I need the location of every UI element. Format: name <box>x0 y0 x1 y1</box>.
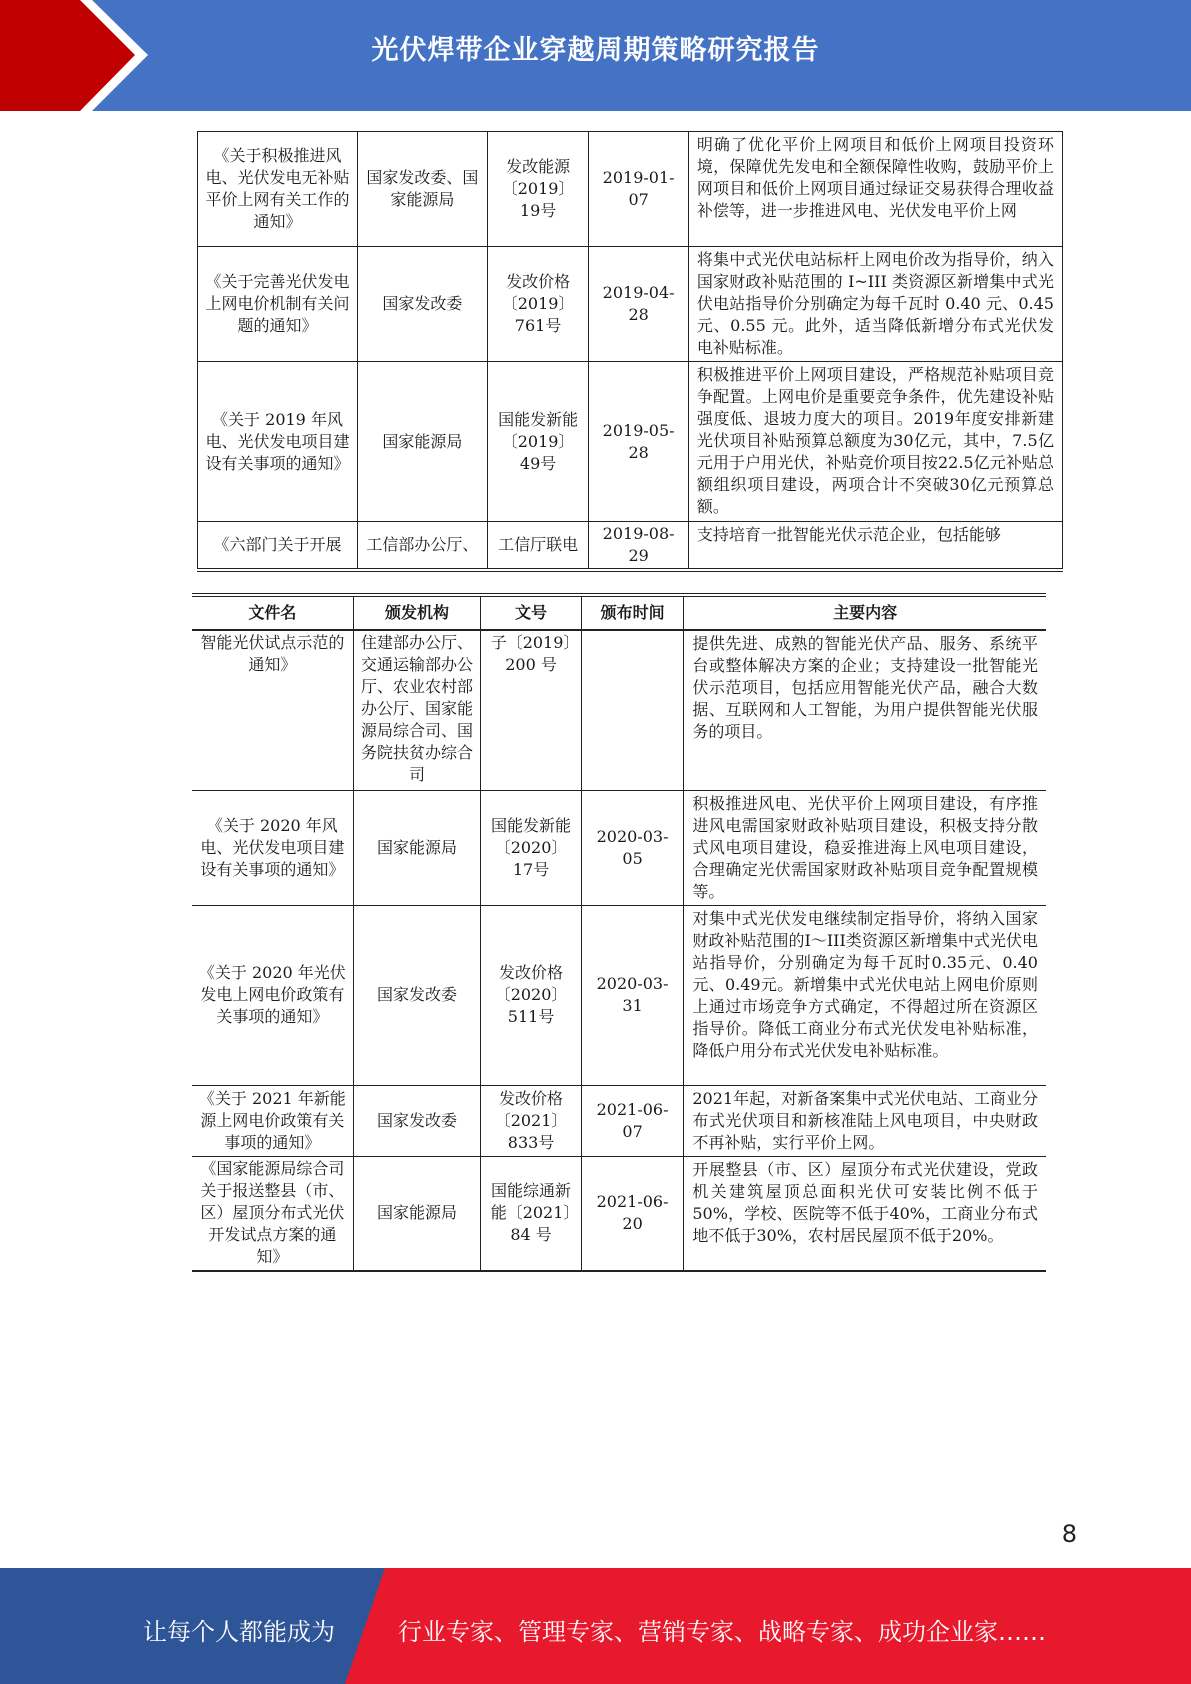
content-cell: 支持培育一批智能光伏示范企业，包括能够 <box>688 522 1062 571</box>
date-cell: 2019-08-29 <box>589 522 688 571</box>
header-date: 颁布时间 <box>581 595 684 630</box>
date-cell: 2021-06-07 <box>581 1085 684 1156</box>
date-cell: 2019-04-28 <box>589 247 688 362</box>
content-cell: 开展整县（市、区）屋顶分布式光伏建设，党政机关建筑屋顶总面积光伏可安装比例不低于50%，学校、医院等不低于40%，工商业分布式地不低于30%，农村居民屋顶不低于20%。 <box>684 1156 1046 1271</box>
page-header <box>0 0 1191 111</box>
header-agency: 颁发机构 <box>353 595 481 630</box>
agency-cell: 国家发改委、国家能源局 <box>358 132 488 247</box>
date-cell <box>581 630 684 790</box>
doc-number-cell: 国能发新能〔2019〕49号 <box>487 362 589 522</box>
doc-name-cell: 《关于 2020 年光伏发电上网电价政策有关事项的通知》 <box>192 905 353 1085</box>
policy-table-continued <box>197 131 1063 572</box>
table-row <box>198 362 1063 522</box>
table-row <box>192 905 1046 1085</box>
table-row <box>198 522 1063 571</box>
date-cell: 2020-03-31 <box>581 905 684 1085</box>
doc-number-cell: 发改价格〔2020〕511号 <box>481 905 581 1085</box>
agency-cell: 住建部办公厅、交通运输部办公厅、农业农村部办公厅、国家能源局综合司、国务院扶贫办综合司 <box>353 630 481 790</box>
content-cell: 提供先进、成熟的智能光伏产品、服务、系统平台或整体解决方案的企业；支持建设一批智能光伏示范项目，包括应用智能光伏产品，融合大数据、互联网和人工智能，为用户提供智能光伏服务的项目。 <box>684 630 1046 790</box>
doc-number-cell: 发改价格〔2019〕761号 <box>487 247 589 362</box>
table-header-row <box>192 595 1046 630</box>
date-cell: 2020-03-05 <box>581 790 684 905</box>
content-cell: 积极推进风电、光伏平价上网项目建设，有序推进风电需国家财政补贴项目建设，积极支持分散式风电项目建设，稳妥推进海上风电项目建设，合理确定光伏需国家财政补贴项目竞争配置规模等。 <box>684 790 1046 905</box>
table-row <box>192 1085 1046 1156</box>
report-title: 光伏焊带企业穿越周期策略研究报告 <box>371 35 820 66</box>
doc-name-cell: 《关于完善光伏发电上网电价机制有关问题的通知》 <box>198 247 358 362</box>
doc-number-cell: 发改价格〔2021〕833号 <box>481 1085 581 1156</box>
footer-slogan-right: 行业专家、管理专家、营销专家、战略专家、成功企业家…… <box>398 1618 1046 1646</box>
doc-number-cell: 工信厅联电 <box>487 522 589 571</box>
page-number: 8 <box>1061 1520 1077 1548</box>
agency-cell: 国家能源局 <box>358 362 488 522</box>
agency-cell: 工信部办公厅、 <box>358 522 488 571</box>
agency-cell: 国家发改委 <box>353 1085 481 1156</box>
doc-number-cell: 子〔2019〕200 号 <box>481 630 581 790</box>
table-row <box>198 132 1063 247</box>
doc-name-cell: 《国家能源局综合司关于报送整县（市、区）屋顶分布式光伏开发试点方案的通知》 <box>192 1156 353 1271</box>
content-cell: 将集中式光伏电站标杆上网电价改为指导价，纳入国家财政补贴范围的 I~III 类资源区新增集中式光伏电站指导价分别确定为每千瓦时 0.40 元、0.45 元、0.55 元。此外，适当降低新增分布式光伏发电补贴标准。 <box>688 247 1062 362</box>
doc-name-cell: 《关于 2021 年新能源上网电价政策有关事项的通知》 <box>192 1085 353 1156</box>
policy-table <box>192 593 1046 1272</box>
footer-slogan-left: 让每个人都能成为 <box>143 1618 335 1646</box>
agency-cell: 国家能源局 <box>353 790 481 905</box>
table-row <box>192 1156 1046 1271</box>
doc-name-cell: 《关于 2019 年风电、光伏发电项目建设有关事项的通知》 <box>198 362 358 522</box>
agency-cell: 国家发改委 <box>353 905 481 1085</box>
doc-number-cell: 发改能源〔2019〕19号 <box>487 132 589 247</box>
header-doc-name: 文件名 <box>192 595 353 630</box>
date-cell: 2019-05-28 <box>589 362 688 522</box>
doc-name-cell: 《关于 2020 年风电、光伏发电项目建设有关事项的通知》 <box>192 790 353 905</box>
content-cell: 明确了优化平价上网项目和低价上网项目投资环境，保障优先发电和全额保障性收购，鼓励平价上网项目和低价上网项目通过绿证交易获得合理收益补偿等，进一步推进风电、光伏发电平价上网 <box>688 132 1062 247</box>
agency-cell: 国家能源局 <box>353 1156 481 1271</box>
table-row <box>192 790 1046 905</box>
header-doc-number: 文号 <box>481 595 581 630</box>
table-row <box>198 247 1063 362</box>
doc-number-cell: 国能综通新能〔2021〕84 号 <box>481 1156 581 1271</box>
content-cell: 积极推进平价上网项目建设，严格规范补贴项目竞争配置。上网电价是重要竞争条件，优先建设补贴强度低、退坡力度大的项目。2019年度安排新建光伏项目补贴预算总额度为30亿元，其中，7.5亿元用于户用光伏，补贴竞价项目按22.5亿元补贴总额组织项目建设，两项合计不突破30亿元预算总额。 <box>688 362 1062 522</box>
content-cell: 2021年起，对新备案集中式光伏电站、工商业分布式光伏项目和新核准陆上风电项目，中央财政不再补贴，实行平价上网。 <box>684 1085 1046 1156</box>
page-footer <box>0 1568 1191 1684</box>
agency-cell: 国家发改委 <box>358 247 488 362</box>
header-content: 主要内容 <box>684 595 1046 630</box>
doc-name-cell: 智能光伏试点示范的通知》 <box>192 630 353 790</box>
table-row <box>192 630 1046 790</box>
doc-name-cell: 《关于积极推进风电、光伏发电无补贴平价上网有关工作的通知》 <box>198 132 358 247</box>
doc-number-cell: 国能发新能〔2020〕17号 <box>481 790 581 905</box>
doc-name-cell: 《六部门关于开展 <box>198 522 358 571</box>
date-cell: 2021-06-20 <box>581 1156 684 1271</box>
content-cell: 对集中式光伏发电继续制定指导价，将纳入国家财政补贴范围的I～III类资源区新增集中式光伏电站指导价，分别确定为每千瓦时0.35元、0.40元、0.49元。新增集中式光伏电站上网电价原则上通过市场竞争方式确定，不得超过所在资源区指导价。降低工商业分布式光伏发电补贴标准，降低户用分布式光伏发电补贴标准。 <box>684 905 1046 1085</box>
date-cell: 2019-01-07 <box>589 132 688 247</box>
